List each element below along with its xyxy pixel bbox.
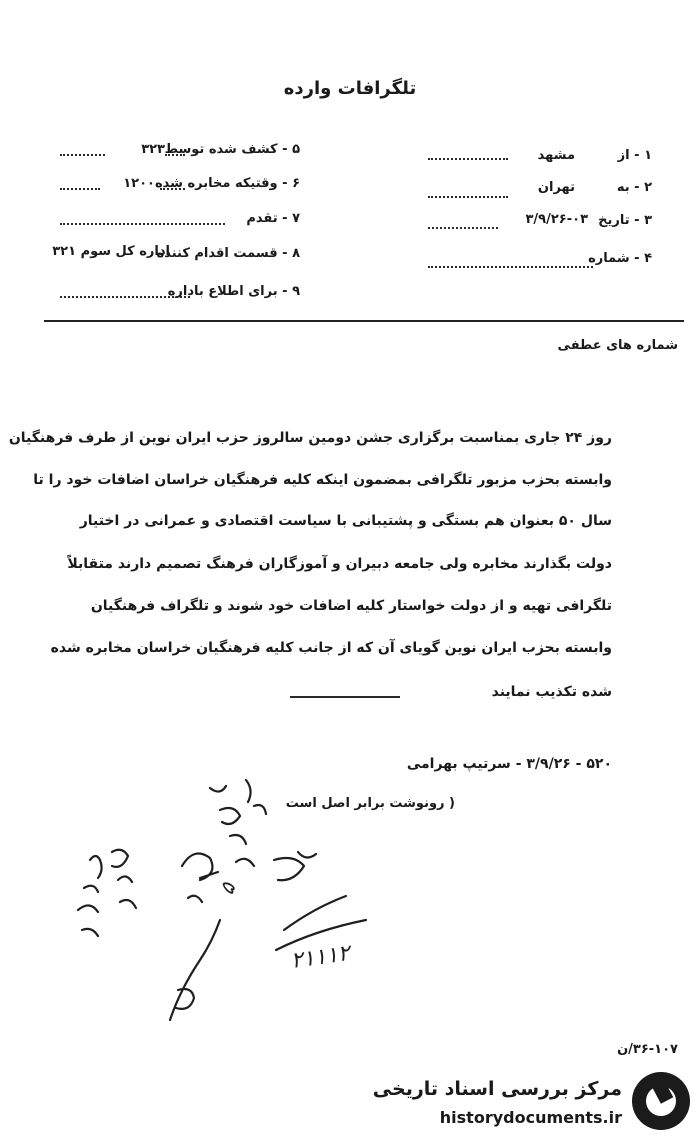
body-line: روز ۲۴ جاری بمناسبت برگزاری جشن دومین سالروز حزب ایران نوین از طرف فرهنگیان: [8, 430, 612, 446]
document-code: ۳۶-۱۰۷/ن: [617, 1042, 678, 1057]
body-line: شده تکذیب نمایند: [491, 684, 612, 700]
divider: [44, 320, 684, 322]
body-line: وابسته بحزب مزبور تلگرافی بمضمون اینکه کلیه فرهنگیان خراسان اضافات خود را تا: [33, 472, 612, 488]
field-value: تهران: [537, 180, 575, 195]
footer-url[interactable]: historydocuments.ir: [439, 1108, 622, 1127]
field-label: ۷ - تقدم: [246, 211, 300, 226]
field-label: ۱ - از: [617, 148, 652, 163]
field-label: ۶ - وقتیکه مخابره شده: [155, 176, 300, 191]
archive-logo-icon: [632, 1072, 690, 1130]
field-label: ۳ - تاریخ: [598, 213, 652, 228]
field-label: ۵ - کشف شده توسط: [164, 142, 300, 157]
svg-text:۲۱۱۱۲: ۲۱۱۱۲: [289, 940, 352, 974]
document-title: تلگرافات وارده: [283, 78, 417, 99]
handwritten-annotations: [60, 770, 400, 1040]
signature-line: ۵۲۰ - ۳/۹/۲۶ - سرتیپ بهرامی: [406, 756, 612, 772]
body-line: دولت بگذارند مخابره ولی جامعه دبیران و آموزگاران فرهنگ تصمیم دارند متقابلاً: [67, 556, 612, 572]
field-value: ۱۲۰۰: [123, 176, 155, 191]
field-label: ۹ - برای اطلاع باداره: [167, 284, 300, 299]
field-value: اداره کل سوم ۳۲۱: [52, 244, 170, 259]
body-line: تلگرافی تهیه و از دولت خواستار کلیه اضافات خود شوند و تلگراف فرهنگیان: [90, 598, 612, 614]
field-label: ۲ - به: [616, 180, 652, 195]
footer-title: مرکز بررسی اسناد تاریخی: [372, 1078, 622, 1100]
field-label: ۸ - قسمت اقدام کننده: [156, 246, 300, 261]
reference-numbers-label: شماره های عطفی: [557, 338, 678, 353]
svg-text:۵: ۵: [214, 879, 241, 898]
field-value: مشهد: [537, 148, 575, 163]
field-value: ۳۲۳: [141, 142, 165, 157]
copy-note: ( رونوشت برابر اصل است: [285, 796, 455, 811]
body-line: وابسته بحزب ایران نوین گویای آن که از جانب کلیه فرهنگیان خراسان مخابره شده: [50, 640, 612, 656]
body-line: سال ۵۰ بعنوان هم بستگی و پشتیبانی با سیاست اقتصادی و عمرانی در اختیار: [79, 513, 612, 529]
field-value: ۳/۹/۲۶-۰۳: [525, 212, 588, 227]
field-label: ۴ - شماره: [588, 251, 652, 266]
